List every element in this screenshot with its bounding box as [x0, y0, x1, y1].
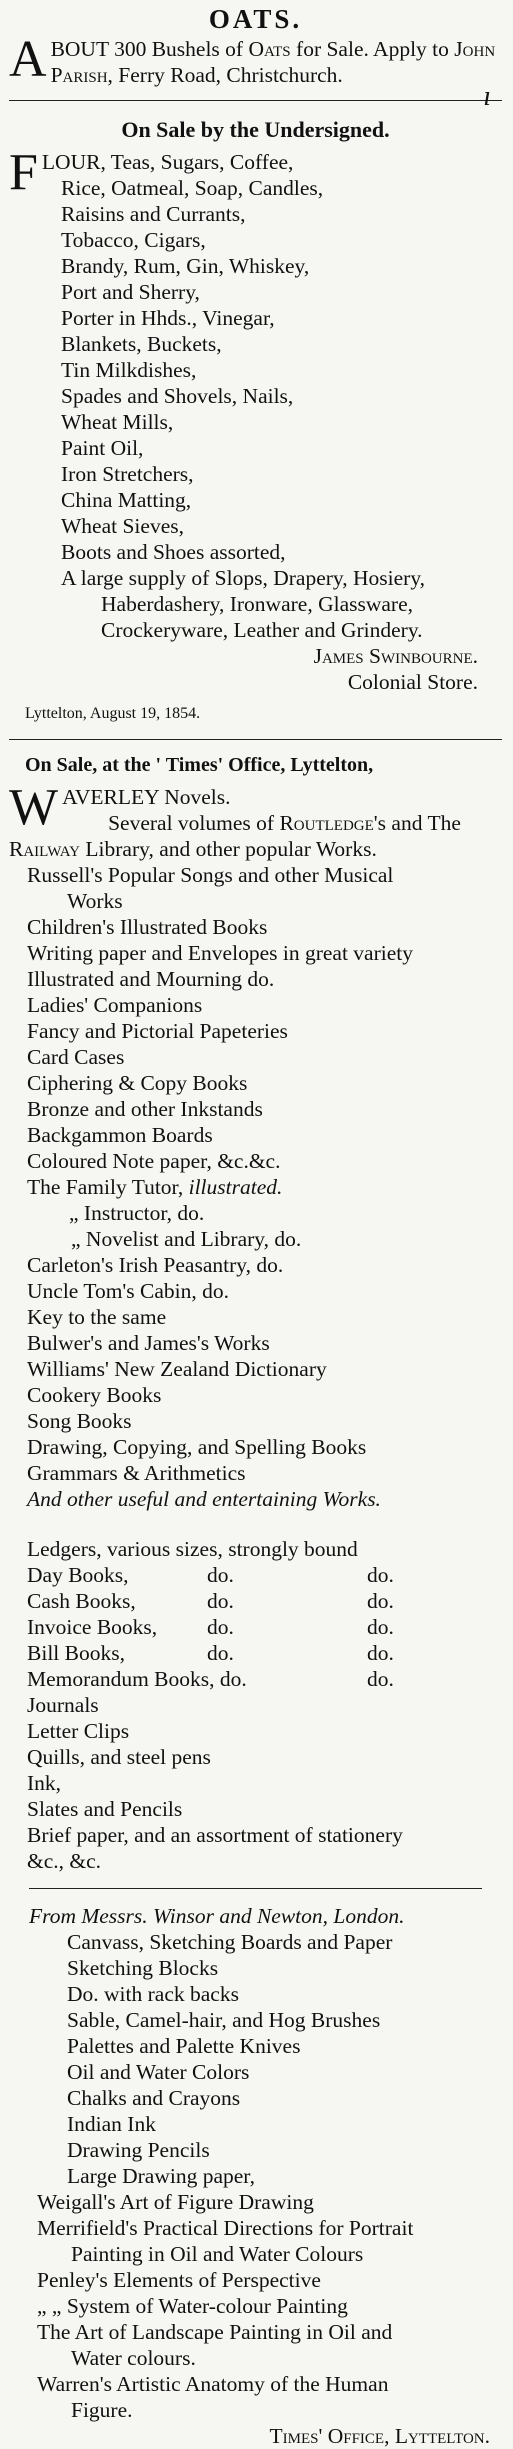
section-divider — [9, 100, 502, 101]
list-item: Figure. — [71, 2398, 133, 2422]
list-item: The Family Tutor, illustrated. — [27, 1175, 283, 1199]
list-item: Weigall's Art of Figure Drawing — [37, 2190, 314, 2214]
stationery-list — [9, 1536, 502, 1874]
list-item: Song Books — [27, 1409, 132, 1433]
list-item: Drawing Pencils — [67, 2138, 210, 2162]
list-item: Water colours. — [71, 2346, 196, 2370]
list-item: Bulwer's and James's Works — [27, 1331, 270, 1355]
list-item: Russell's Popular Songs and other Musical — [27, 863, 394, 887]
list-item: Grammars & Arithmetics — [27, 1461, 246, 1485]
list-item: Uncle Tom's Cabin, do. — [27, 1279, 230, 1303]
list-item: Backgammon Boards — [27, 1123, 213, 1147]
books-heading: On Sale, at the ' Times' Office, Lyttelton, — [25, 754, 374, 776]
advertiser-signature: Times' Office, Lyttelton. — [269, 2424, 490, 2448]
list-item: Boots and Shoes assorted, — [61, 540, 286, 564]
list-item: „ „ System of Water-colour Painting — [37, 2294, 348, 2318]
stores-drop-cap: F — [9, 144, 38, 201]
store-name: Colonial Store. — [347, 670, 478, 694]
list-item: Williams' New Zealand Dictionary — [27, 1357, 327, 1381]
list-item: Palettes and Palette Knives — [67, 2034, 301, 2058]
list-item: Warren's Artistic Anatomy of the Human — [37, 2372, 389, 2396]
table-row: Ledgers, various sizes, strongly bound — [27, 1537, 358, 1561]
books-drop-cap: W — [9, 779, 59, 836]
list-item: The Art of Landscape Painting in Oil and — [37, 2320, 393, 2344]
table-row: Cash Books, do. do. — [27, 1589, 394, 1613]
section-divider — [9, 739, 502, 740]
list-item: Sable, Camel-hair, and Hog Brushes — [67, 2008, 381, 2032]
artist-heading: From Messrs. Winsor and Newton, London. — [29, 1904, 405, 1928]
list-item: „ Novelist and Library, do. — [71, 1227, 302, 1251]
list-item: Indian Ink — [67, 2112, 156, 2136]
list-continuation: Haberdashery, Ironware, Glassware, — [101, 592, 414, 616]
table-row: Bill Books, do. do. — [27, 1641, 394, 1665]
table-row: Day Books, do. do. — [27, 1563, 394, 1587]
dateline: Lyttelton, August 19, 1854. — [25, 705, 201, 722]
list-item: Tin Milkdishes, — [61, 358, 197, 382]
list-item: Raisins and Currants, — [61, 202, 246, 226]
list-item: Sketching Blocks — [67, 1956, 219, 1980]
books-intro: WAVERLEY Novels. Several volumes of Routledge's and The Railway Library, and other popular Works. — [9, 779, 461, 861]
list-item: Tobacco, Cigars, — [61, 228, 206, 252]
table-row: Memorandum Books, do. do. — [27, 1667, 394, 1691]
list-item: Rice, Oatmeal, Soap, Candles, — [61, 176, 324, 200]
artist-list — [9, 1929, 502, 2423]
list-item: Illustrated and Mourning do. — [27, 967, 275, 991]
list-item: Paint Oil, — [61, 436, 144, 460]
list-item: Do. with rack backs — [67, 1982, 239, 2006]
list-item: Writing paper and Envelopes in great variety — [27, 941, 413, 965]
list-item: Fancy and Pictorial Papeteries — [27, 1019, 288, 1043]
list-item: Ladies' Companions — [27, 993, 203, 1017]
list-continuation: Crockeryware, Leather and Grindery. — [101, 618, 423, 642]
list-item: „ Instructor, do. — [69, 1201, 205, 1225]
books-list — [9, 862, 502, 1512]
list-item: Painting in Oil and Water Colours — [71, 2242, 364, 2266]
list-item: Journals — [27, 1693, 99, 1717]
list-item: Large Drawing paper, — [67, 2164, 255, 2188]
list-item: Carleton's Irish Peasantry, do. — [27, 1253, 284, 1277]
list-item: Penley's Elements of Perspective — [37, 2268, 321, 2292]
list-item: Wheat Sieves, — [61, 514, 184, 538]
list-item: FLOUR, Teas, Sugars, Coffee, — [9, 144, 294, 201]
list-item: Wheat Mills, — [61, 410, 174, 434]
list-item: Ciphering & Copy Books — [27, 1071, 248, 1095]
oats-advertisement: ABOUT 300 Bushels of Oats for Sale. Apply to John Parish, Ferry Road, Christchurch. — [9, 31, 496, 88]
books-closing: And other useful and entertaining Works. — [27, 1487, 381, 1511]
list-item: China Matting, — [61, 488, 192, 512]
list-item: Cookery Books — [27, 1383, 162, 1407]
list-item: Port and Sherry, — [61, 280, 200, 304]
oats-drop-cap: A — [9, 31, 47, 88]
ink-mark: ı — [483, 81, 491, 112]
list-item: Canvass, Sketching Boards and Paper — [67, 1930, 393, 1954]
list-item: Children's Illustrated Books — [27, 915, 268, 939]
list-item: Blankets, Buckets, — [61, 332, 222, 356]
list-item: Porter in Hhds., Vinegar, — [61, 306, 275, 330]
list-item: Brief paper, and an assortment of stationery — [27, 1823, 403, 1847]
list-item: Coloured Note paper, &c.&c. — [27, 1149, 281, 1173]
list-item: Slates and Pencils — [27, 1797, 183, 1821]
oats-heading: OATS. — [208, 4, 303, 34]
list-item: A large supply of Slops, Drapery, Hosiery, — [61, 566, 426, 590]
section-divider — [29, 1888, 482, 1889]
list-item: Key to the same — [27, 1305, 167, 1329]
list-item: Chalks and Crayons — [67, 2086, 241, 2110]
list-item: Card Cases — [27, 1045, 125, 1069]
table-row: Invoice Books, do. do. — [27, 1615, 394, 1639]
list-item: Merrifield's Practical Directions for Portrait — [37, 2216, 414, 2240]
list-item: Letter Clips — [27, 1719, 130, 1743]
list-item: Ink, — [27, 1771, 62, 1795]
list-item: Drawing, Copying, and Spelling Books — [27, 1435, 367, 1459]
list-item: Spades and Shovels, Nails, — [61, 384, 294, 408]
advertiser-name: John Parish — [50, 37, 496, 87]
list-item: &c., &c. — [27, 1849, 102, 1873]
list-item: Iron Stretchers, — [61, 462, 194, 486]
list-item: Quills, and steel pens — [27, 1745, 211, 1769]
list-item: Brandy, Rum, Gin, Whiskey, — [61, 254, 310, 278]
oats-word: Oats — [248, 37, 291, 61]
list-item: Oil and Water Colors — [67, 2060, 250, 2084]
list-item: Bronze and other Inkstands — [27, 1097, 263, 1121]
list-item: Works — [67, 889, 123, 913]
stores-heading: On Sale by the Undersigned. — [121, 117, 390, 142]
stores-list — [9, 145, 502, 591]
advertiser-signature: James Swinbourne. — [313, 644, 478, 668]
